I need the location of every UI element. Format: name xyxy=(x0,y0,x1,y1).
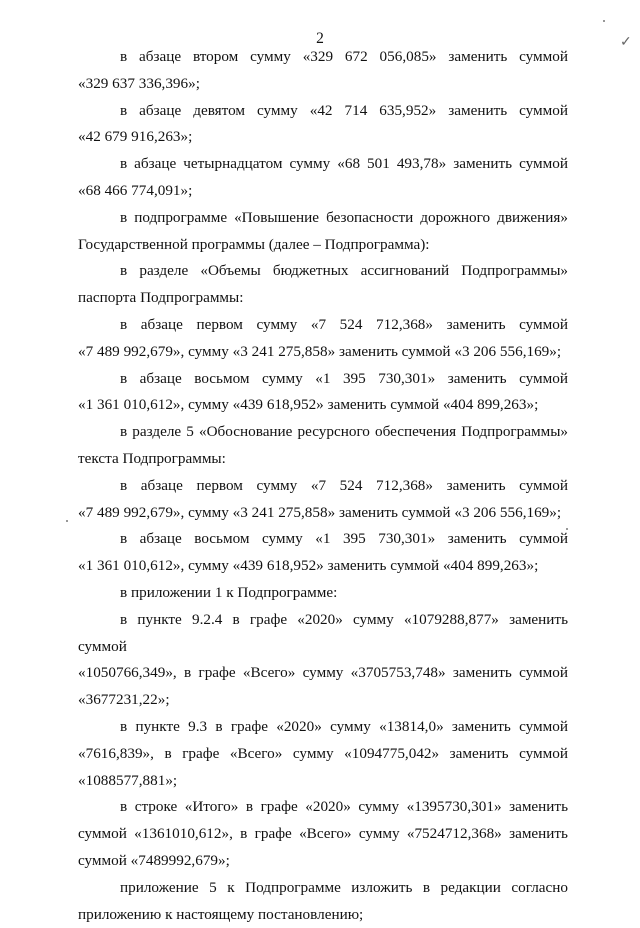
line: в разделе 5 «Обоснование ресурсного обеспечения Подпрограммы» xyxy=(78,419,568,446)
line: в пункте 9.2.4 в графе «2020» сумму «1079288,877» заменить суммой xyxy=(78,607,568,661)
line: суммой «7489992,679»; xyxy=(78,848,568,875)
margin-check-mark: ✓ xyxy=(620,34,632,51)
line: «42 679 916,263»; xyxy=(78,124,568,151)
line: «7 489 992,679», сумму «3 241 275,858» заменить суммой «3 206 556,169»; xyxy=(78,500,568,527)
line: паспорта Подпрограммы: xyxy=(78,285,568,312)
line: «1088577,881»; xyxy=(78,768,568,795)
line: Государственной программы (далее – Подпрограмма): xyxy=(78,232,568,259)
line: в абзаце восьмом сумму «1 395 730,301» заменить суммой xyxy=(78,526,568,553)
line: суммой «1361010,612», в графе «Всего» сумму «7524712,368» заменить xyxy=(78,821,568,848)
line: в абзаце девятом сумму «42 714 635,952» заменить суммой xyxy=(78,98,568,125)
line: «3677231,22»; xyxy=(78,687,568,714)
paragraph-10 xyxy=(78,526,568,580)
line: «68 466 774,091»; xyxy=(78,178,568,205)
page-number: 2 xyxy=(0,30,640,48)
line: в абзаце втором сумму «329 672 056,085» заменить суммой xyxy=(78,44,568,71)
line: «1 361 010,612», сумму «439 618,952» заменить суммой «404 899,263»; xyxy=(78,392,568,419)
line: в абзаце восьмом сумму «1 395 730,301» заменить суммой xyxy=(78,366,568,393)
paragraph-3 xyxy=(78,151,568,205)
paragraph-4 xyxy=(78,205,568,259)
paragraph-14 xyxy=(78,794,568,874)
line: приложению к настоящему постановлению; xyxy=(78,902,568,928)
line: в приложении 1 к Подпрограмме: xyxy=(78,580,568,607)
paragraph-5 xyxy=(78,258,568,312)
paragraph-9 xyxy=(78,473,568,527)
paragraph-12 xyxy=(78,607,568,714)
line: в абзаце первом сумму «7 524 712,368» заменить суммой xyxy=(78,473,568,500)
scan-speck xyxy=(603,20,605,22)
paragraph-6 xyxy=(78,312,568,366)
paragraph-13 xyxy=(78,714,568,794)
paragraph-11 xyxy=(78,580,568,607)
line: в строке «Итого» в графе «2020» сумму «1395730,301» заменить xyxy=(78,794,568,821)
document-body xyxy=(78,44,568,928)
line: «7 489 992,679», сумму «3 241 275,858» заменить суммой «3 206 556,169»; xyxy=(78,339,568,366)
line: «329 637 336,396»; xyxy=(78,71,568,98)
paragraph-1 xyxy=(78,44,568,98)
line: в абзаце первом сумму «7 524 712,368» заменить суммой xyxy=(78,312,568,339)
paragraph-15 xyxy=(78,875,568,928)
paragraph-2 xyxy=(78,98,568,152)
line: «1050766,349», в графе «Всего» сумму «3705753,748» заменить суммой xyxy=(78,660,568,687)
line: в разделе «Объемы бюджетных ассигнований Подпрограммы» xyxy=(78,258,568,285)
line: «7616,839», в графе «Всего» сумму «1094775,042» заменить суммой xyxy=(78,741,568,768)
scan-speck xyxy=(66,520,68,522)
line: в пункте 9.3 в графе «2020» сумму «13814,0» заменить суммой xyxy=(78,714,568,741)
paragraph-7 xyxy=(78,366,568,420)
line: «1 361 010,612», сумму «439 618,952» заменить суммой «404 899,263»; xyxy=(78,553,568,580)
line: в абзаце четырнадцатом сумму «68 501 493,78» заменить суммой xyxy=(78,151,568,178)
paragraph-8 xyxy=(78,419,568,473)
line: в подпрограмме «Повышение безопасности дорожного движения» xyxy=(78,205,568,232)
line: приложение 5 к Подпрограмме изложить в редакции согласно xyxy=(78,875,568,902)
line: текста Подпрограммы: xyxy=(78,446,568,473)
